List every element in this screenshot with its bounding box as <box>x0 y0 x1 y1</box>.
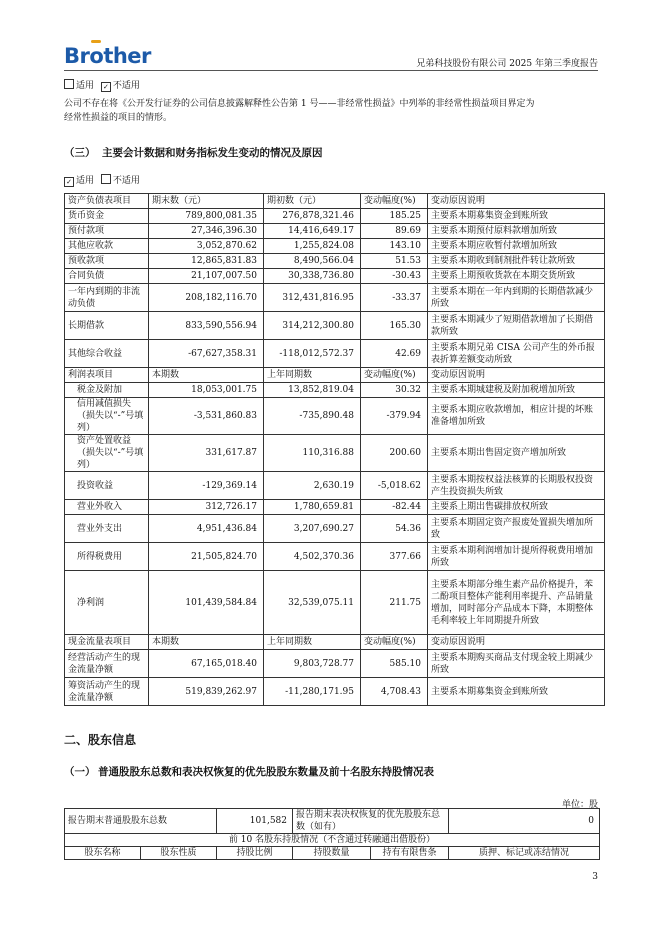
value-cell: 312,431,816.95 <box>264 284 361 312</box>
total-holders-value: 101,582 <box>217 809 293 834</box>
value-cell: 3,207,690.27 <box>264 515 361 543</box>
table-row <box>65 650 605 678</box>
value-cell: -33.37 <box>361 284 428 312</box>
item-name-cell: 税金及附加 <box>65 383 149 398</box>
shareholders-table <box>64 808 600 860</box>
item-name-cell: 筹资活动产生的现金流量净额 <box>65 678 149 706</box>
table-row <box>65 398 605 435</box>
table-row <box>65 383 605 398</box>
value-cell: -129,369.14 <box>149 472 264 500</box>
column-header: 上年同期数 <box>264 368 361 383</box>
pref-holders-value: 0 <box>449 809 600 834</box>
table-row <box>65 472 605 500</box>
reason-cell: 主要系本期减少了短期借款增加了长期借款所致 <box>428 312 605 340</box>
reason-cell: 主要系本期购买商品支付现金较上期减少所致 <box>428 650 605 678</box>
reason-cell: 主要系本期兄弟 CISA 公司产生的外币报表折算差额变动所致 <box>428 340 605 368</box>
column-header: 变动原因说明 <box>428 635 605 650</box>
unchecked-box-icon <box>64 79 74 89</box>
value-cell: -30.43 <box>361 269 428 284</box>
column-header: 变动原因说明 <box>428 194 605 209</box>
applicability-checkbox-row-2 <box>64 174 140 188</box>
table-row <box>65 239 605 254</box>
column-header: 变动原因说明 <box>428 368 605 383</box>
table-row <box>65 571 605 635</box>
item-name-cell: 营业外收入 <box>65 500 149 515</box>
value-cell: 3,052,870.62 <box>149 239 264 254</box>
item-name-cell: 资产处置收益（损失以“-”号填列） <box>65 435 149 472</box>
value-cell: 4,708.43 <box>361 678 428 706</box>
subsection-heading <box>64 764 434 779</box>
unit-label: 单位：股 <box>561 800 598 810</box>
value-cell: 27,346,396.30 <box>149 224 264 239</box>
financial-changes-table <box>64 193 605 706</box>
column-header: 股东名称 <box>65 847 141 860</box>
reason-cell: 主要系本期募集资金到账所致 <box>428 209 605 224</box>
item-name-cell: 合同负债 <box>65 269 149 284</box>
value-cell: 67,165,018.40 <box>149 650 264 678</box>
value-cell: 8,490,566.04 <box>264 254 361 269</box>
table-row <box>65 809 600 834</box>
table-row <box>65 269 605 284</box>
subsection-title: 普通股股东总数和表决权恢复的优先股股东数量及前十名股东持股情况表 <box>98 766 434 778</box>
company-logo: Brother <box>64 44 151 68</box>
reason-cell: 主要系本期城建税及附加税增加所致 <box>428 383 605 398</box>
checked-box-icon: ✓ <box>101 82 111 92</box>
item-name-cell: 其他应收款 <box>65 239 149 254</box>
item-name-cell: 净利润 <box>65 571 149 635</box>
note-line-1: 公司不存在将《公开发行证券的公司信息披露解释性公告第 1 号——非经常性损益》中列举的非经常性损益项目界定为 <box>64 99 535 109</box>
value-cell: 519,839,262.97 <box>149 678 264 706</box>
value-cell: 314,212,300.80 <box>264 312 361 340</box>
value-cell: 13,852,819.04 <box>264 383 361 398</box>
item-name-cell: 所得税费用 <box>65 543 149 571</box>
value-cell: 211.75 <box>361 571 428 635</box>
table-row <box>65 254 605 269</box>
value-cell: 585.10 <box>361 650 428 678</box>
column-header: 现金流量表项目 <box>65 635 149 650</box>
note-line-2: 经常性损益的项目的情形。 <box>64 113 173 123</box>
value-cell: 1,255,824.08 <box>264 239 361 254</box>
value-cell: 12,865,831.83 <box>149 254 264 269</box>
option-applicable: 适用 <box>76 176 95 186</box>
table-section-header-row <box>65 368 605 383</box>
column-header: 持股数量 <box>293 847 371 860</box>
table-row <box>65 224 605 239</box>
column-header: 利润表项目 <box>65 368 149 383</box>
value-cell: 833,590,556.94 <box>149 312 264 340</box>
column-header: 持股比例 <box>217 847 293 860</box>
column-header: 期末数（元） <box>149 194 264 209</box>
value-cell: -5,018.62 <box>361 472 428 500</box>
table-header-row <box>65 847 600 860</box>
option-not-applicable: 不适用 <box>112 81 140 91</box>
reason-cell: 主要系本期固定资产报废处置损失增加所致 <box>428 515 605 543</box>
value-cell: -82.44 <box>361 500 428 515</box>
table-row <box>65 678 605 706</box>
value-cell: 165.30 <box>361 312 428 340</box>
value-cell: 32,539,075.11 <box>264 571 361 635</box>
value-cell: 54.36 <box>361 515 428 543</box>
value-cell: 110,316.88 <box>264 435 361 472</box>
value-cell: -735,890.48 <box>264 398 361 435</box>
reason-cell: 主要系本期在一年内到期的长期借款减少所致 <box>428 284 605 312</box>
value-cell: 208,182,116.70 <box>149 284 264 312</box>
item-name-cell: 一年内到期的非流动负债 <box>65 284 149 312</box>
value-cell: 200.60 <box>361 435 428 472</box>
report-header-title: 兄弟科技股份有限公司 2025 年第三季度报告 <box>416 59 598 69</box>
item-name-cell: 营业外支出 <box>65 515 149 543</box>
table-row <box>65 435 605 472</box>
reason-cell: 主要系本期按权益法核算的长期股权投资产生投资损失所致 <box>428 472 605 500</box>
value-cell: 331,617.87 <box>149 435 264 472</box>
header-divider <box>64 70 598 71</box>
applicability-checkbox-row-1 <box>64 79 140 93</box>
value-cell: 9,803,728.77 <box>264 650 361 678</box>
option-applicable: 适用 <box>76 81 95 91</box>
subsection-number: （一） <box>64 766 96 778</box>
table-row <box>65 340 605 368</box>
column-header: 期初数（元） <box>264 194 361 209</box>
value-cell: 2,630.19 <box>264 472 361 500</box>
reason-cell: 主要系本期应收款增加，相应计提的坏账准备增加所致 <box>428 398 605 435</box>
item-name-cell: 其他综合收益 <box>65 340 149 368</box>
value-cell: -11,280,171.95 <box>264 678 361 706</box>
value-cell: 30.32 <box>361 383 428 398</box>
column-header: 质押、标记或冻结情况 <box>449 847 600 860</box>
value-cell: -118,012,572.37 <box>264 340 361 368</box>
table-row <box>65 312 605 340</box>
reason-cell: 主要系本期利润增加计提所得税费用增加所致 <box>428 543 605 571</box>
item-name-cell: 货币资金 <box>65 209 149 224</box>
table-row <box>65 834 600 847</box>
page-number: 3 <box>592 872 598 882</box>
value-cell: 51.53 <box>361 254 428 269</box>
section-heading-3 <box>64 145 323 160</box>
section-two-title: 二、股东信息 <box>64 733 137 747</box>
value-cell: 14,416,649.17 <box>264 224 361 239</box>
value-cell: 1,780,659.81 <box>264 500 361 515</box>
table-row <box>65 500 605 515</box>
item-name-cell: 投资收益 <box>65 472 149 500</box>
column-header: 本期数 <box>149 368 264 383</box>
value-cell: 21,505,824.70 <box>149 543 264 571</box>
value-cell: 377.66 <box>361 543 428 571</box>
value-cell: 185.25 <box>361 209 428 224</box>
reason-cell: 主要系本期应收暂付款增加所致 <box>428 239 605 254</box>
column-header: 上年同期数 <box>264 635 361 650</box>
reason-cell: 主要系本期募集资金到账所致 <box>428 678 605 706</box>
value-cell: 89.69 <box>361 224 428 239</box>
table-row <box>65 515 605 543</box>
total-holders-label: 报告期末普通股股东总数 <box>65 809 217 834</box>
item-name-cell: 长期借款 <box>65 312 149 340</box>
reason-cell: 主要系本期出售固定资产增加所致 <box>428 435 605 472</box>
table-row <box>65 543 605 571</box>
unchecked-box-icon <box>101 174 111 184</box>
value-cell: 789,800,081.35 <box>149 209 264 224</box>
section-title: 主要会计数据和财务指标发生变动的情况及原因 <box>102 147 323 159</box>
value-cell: 143.10 <box>361 239 428 254</box>
value-cell: 4,951,436.84 <box>149 515 264 543</box>
reason-cell: 主要系本期预付原料款增加所致 <box>428 224 605 239</box>
section-number: （三） <box>64 147 96 159</box>
item-name-cell: 预付款项 <box>65 224 149 239</box>
top10-title: 前 10 名股东持股情况（不含通过转融通出借股份） <box>65 834 600 847</box>
column-header: 变动幅度(%) <box>361 635 428 650</box>
value-cell: 276,878,321.46 <box>264 209 361 224</box>
pref-holders-label: 报告期末表决权恢复的优先股股东总数（如有） <box>293 809 449 834</box>
table-row <box>65 284 605 312</box>
item-name-cell: 预收款项 <box>65 254 149 269</box>
value-cell: 312,726.17 <box>149 500 264 515</box>
column-header: 股东性质 <box>141 847 217 860</box>
reason-cell: 主要系本期收到制剂批件转让款所致 <box>428 254 605 269</box>
value-cell: 4,502,370.36 <box>264 543 361 571</box>
item-name-cell: 经营活动产生的现金流量净额 <box>65 650 149 678</box>
reason-cell: 主要系上期预收货款在本期交货所致 <box>428 269 605 284</box>
column-header: 持有有限售条 <box>371 847 449 860</box>
column-header: 本期数 <box>149 635 264 650</box>
table-section-header-row <box>65 194 605 209</box>
column-header: 变动幅度(%) <box>361 194 428 209</box>
table-section-header-row <box>65 635 605 650</box>
value-cell: -3,531,860.83 <box>149 398 264 435</box>
value-cell: 42.69 <box>361 340 428 368</box>
table-row <box>65 209 605 224</box>
checked-box-icon: ✓ <box>64 177 74 187</box>
value-cell: 30,338,736.80 <box>264 269 361 284</box>
value-cell: -379.94 <box>361 398 428 435</box>
item-name-cell: 信用减值损失（损失以“-”号填列） <box>65 398 149 435</box>
value-cell: 18,053,001.75 <box>149 383 264 398</box>
reason-cell: 主要系本期部分维生素产品价格提升，苯二酚项目整体产能利用率提升、产品销量增加，同时部分产品成本下降，本期整体毛利率较上年同期提升所致 <box>428 571 605 635</box>
reason-cell: 主要系上期出售碳排放权所致 <box>428 500 605 515</box>
option-not-applicable: 不适用 <box>112 176 140 186</box>
value-cell: 101,439,584.84 <box>149 571 264 635</box>
column-header: 变动幅度(%) <box>361 368 428 383</box>
value-cell: 21,107,007.50 <box>149 269 264 284</box>
column-header: 资产负债表项目 <box>65 194 149 209</box>
value-cell: -67,627,358.31 <box>149 340 264 368</box>
